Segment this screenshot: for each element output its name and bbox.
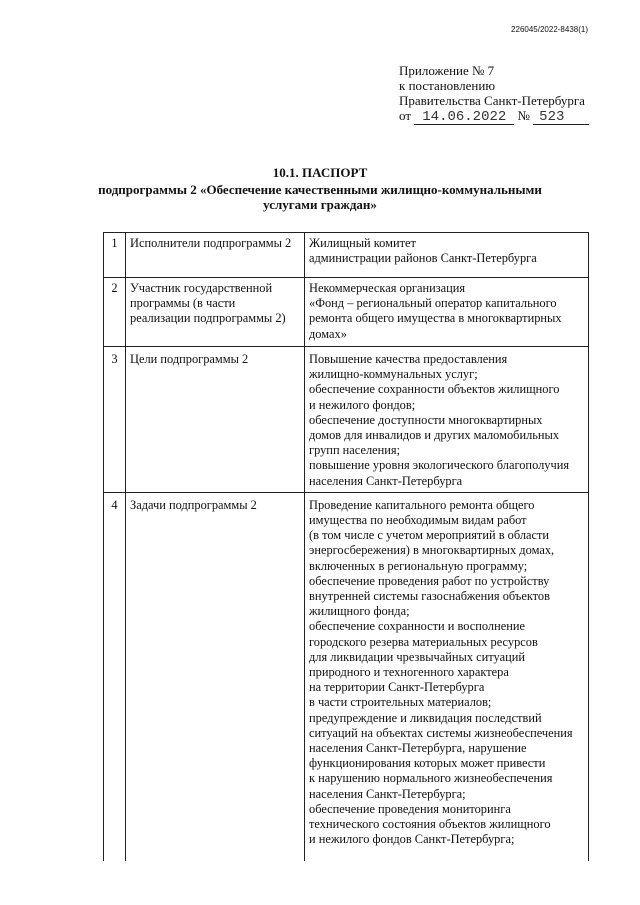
passport-title	[0, 165, 640, 212]
row-parameter-name	[126, 492, 305, 861]
row-parameter-value	[305, 278, 589, 347]
parameter-value-line: населения Санкт-Петербурга;	[309, 786, 466, 801]
table-row	[104, 492, 589, 861]
parameter-value-line: Проведение капитального ремонта общего	[309, 497, 535, 512]
parameter-value-line: городского резерва материальных ресурсов	[309, 634, 538, 649]
parameter-value-line: включенных в региональную программу;	[309, 558, 528, 573]
table-row	[104, 233, 589, 278]
parameter-value-line: ситуаций на объектах системы жизнеобеспечения	[309, 725, 573, 740]
parameter-value-line: Повышение качества предоставления	[309, 352, 508, 366]
title-line-2: подпрограммы 2 «Обеспечение качественными жилищно-коммунальными	[98, 182, 542, 197]
passport-table	[103, 232, 589, 861]
parameter-value-line: групп населения;	[309, 443, 401, 458]
parameter-name-line: Задачи подпрограммы 2	[130, 497, 257, 512]
row-number: 2	[104, 278, 126, 347]
row-parameter-value	[305, 233, 589, 278]
appendix-date-line	[399, 108, 589, 125]
parameter-name-line: Участник государственной	[130, 281, 273, 295]
row-parameter-name	[126, 233, 305, 278]
parameter-value-line: к нарушению нормального жизнеобеспечения	[309, 771, 553, 786]
row-parameter-name	[126, 347, 305, 493]
parameter-value-line: «Фонд – региональный оператор капитального	[309, 296, 557, 311]
title-line-3: услугами граждан»	[263, 197, 377, 212]
parameter-name-line: Исполнители подпрограммы 2	[130, 236, 292, 250]
parameter-value-line: населения Санкт-Петербурга, нарушение	[309, 741, 527, 756]
row-parameter-name	[126, 278, 305, 347]
row-number: 1	[104, 233, 126, 278]
parameter-value-line: и нежилого фондов;	[309, 397, 416, 412]
parameter-name-line: реализации подпрограммы 2)	[130, 311, 286, 326]
row-parameter-value	[305, 347, 589, 493]
row-number: 3	[104, 347, 126, 493]
parameter-value-line: и нежилого фондов Санкт-Петербурга;	[309, 832, 515, 847]
document-id: 226045/2022-8438(1)	[511, 25, 588, 34]
parameter-value-line: домов для инвалидов и других маломобильных	[309, 428, 560, 443]
parameter-value-line: повышение уровня экологического благополучия	[309, 458, 570, 473]
appendix-line-2: к постановлению	[399, 78, 496, 93]
parameter-value-line: в части строительных материалов;	[309, 695, 492, 710]
parameter-value-line: обеспечение проведения работ по устройству	[309, 573, 550, 588]
parameter-value-line: обеспечение сохранности объектов жилищного	[309, 382, 560, 397]
parameter-value-line: (в том числе с учетом мероприятий в области	[309, 528, 550, 543]
parameter-value-line: обеспечение сохранности и восполнение	[309, 619, 525, 634]
row-parameter-value	[305, 492, 589, 861]
parameter-value-line: администрации районов Санкт-Петербурга	[309, 251, 537, 266]
parameter-value-line: ремонта общего имущества в многоквартирных	[309, 311, 562, 326]
resolution-date: 14.06.2022	[414, 111, 514, 125]
parameter-value-line: жилищного фонда;	[309, 604, 410, 619]
parameter-value-line: обеспечение проведения мониторинга	[309, 801, 511, 816]
parameter-value-line: предупреждение и ликвидация последствий	[309, 710, 542, 725]
table-row	[104, 347, 589, 493]
parameter-value-line: на территории Санкт-Петербурга	[309, 680, 485, 695]
from-label: от	[399, 108, 412, 123]
parameter-value-line: энергосбережения) в многоквартирных домах,	[309, 543, 555, 558]
parameter-value-line: природного и техногенного характера	[309, 665, 509, 680]
resolution-number: 523	[533, 111, 589, 125]
parameter-value-line: имущества по необходимым видам работ	[309, 513, 527, 528]
number-label: №	[517, 108, 530, 123]
parameter-value-line: населения Санкт-Петербурга	[309, 473, 463, 488]
appendix-block	[399, 63, 589, 125]
parameter-value-line: домах»	[309, 326, 347, 341]
title-line-1: 10.1. ПАСПОРТ	[272, 165, 368, 180]
parameter-value-line: обеспечение доступности многоквартирных	[309, 412, 543, 427]
parameter-value-line: для ликвидации чрезвычайных ситуаций	[309, 649, 525, 664]
table-row	[104, 278, 589, 347]
parameter-value-line: Жилищный комитет	[309, 236, 416, 250]
parameter-value-line: Некоммерческая организация	[309, 281, 466, 295]
parameter-name-line: программы (в части	[130, 296, 236, 311]
parameter-value-line: внутренней системы газоснабжения объектов	[309, 589, 550, 604]
row-number: 4	[104, 492, 126, 861]
parameter-name-line: Цели подпрограммы 2	[130, 352, 249, 366]
parameter-value-line: технического состояния объектов жилищного	[309, 817, 551, 832]
appendix-line-3: Правительства Санкт-Петербурга	[399, 93, 585, 108]
parameter-value-line: жилищно-коммунальных услуг;	[309, 367, 478, 382]
parameter-value-line: функционирования которых может привести	[309, 756, 546, 771]
appendix-line-1: Приложение № 7	[399, 63, 495, 78]
